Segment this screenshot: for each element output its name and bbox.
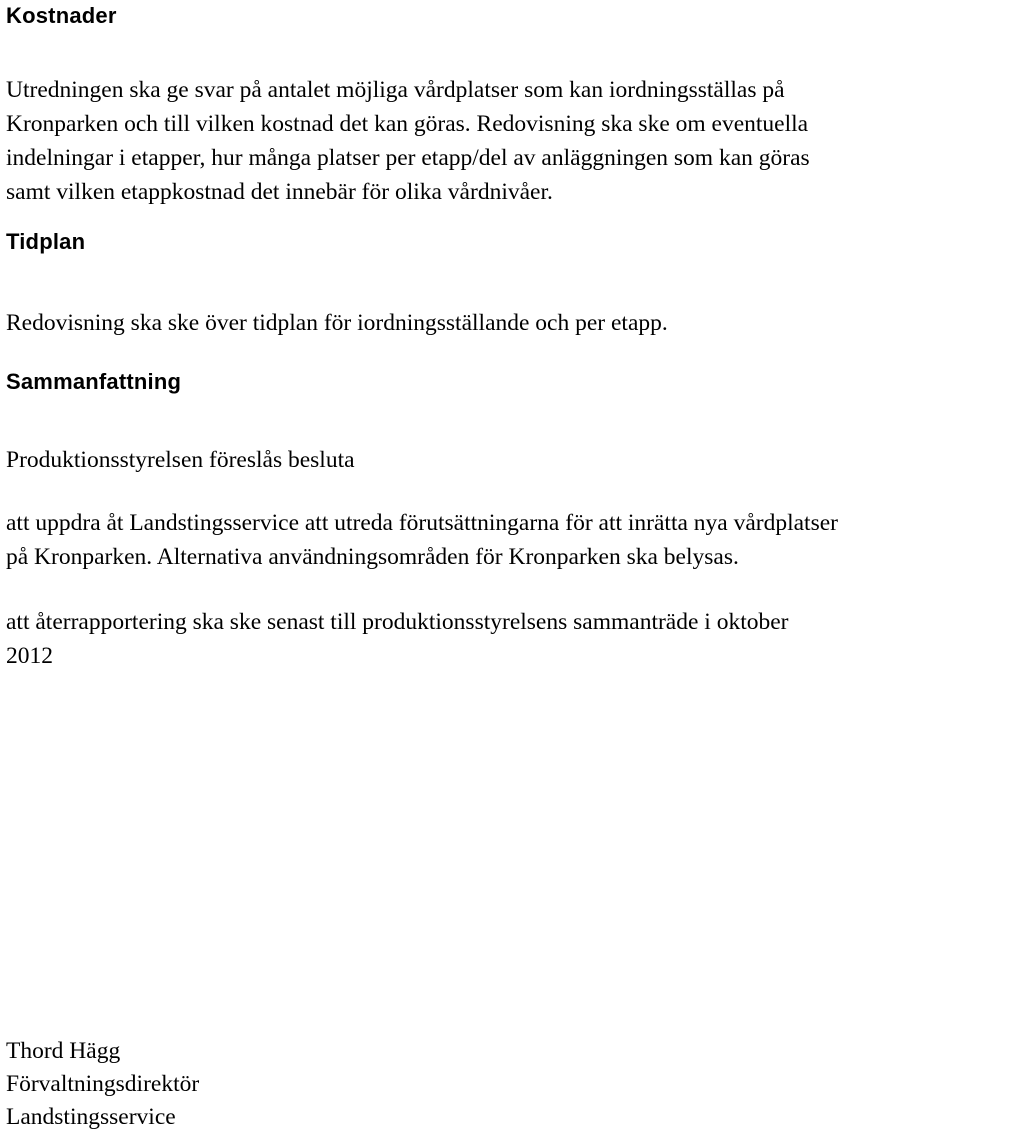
- section-heading-kostnader: Kostnader: [6, 3, 117, 28]
- section-heading-sammanfattning: Sammanfattning: [6, 369, 182, 394]
- paragraph-line: att återrapportering ska ske senast till produktionsstyrelsens sammanträde i oktober: [6, 609, 789, 635]
- decision-item-1: [6, 506, 1024, 574]
- signature-block: [6, 1035, 1024, 1134]
- paragraph-line: indelningar i etapper, hur många platser per etapp/del av anläggningen som kan göras: [6, 145, 810, 171]
- paragraph-line: Kronparken och till vilken kostnad det kan göras. Redovisning ska ske om eventuella: [6, 111, 809, 137]
- paragraph-line: Redovisning ska ske över tidplan för iordningsställande och per etapp.: [6, 310, 668, 336]
- signature-title: Förvaltningsdirektör: [6, 1071, 200, 1097]
- paragraph-line: att uppdra åt Landstingsservice att utreda förutsättningarna för att inrätta nya vårdplatser: [6, 510, 838, 536]
- section-heading-tidplan: Tidplan: [6, 229, 86, 254]
- decision-intro: [6, 443, 1024, 477]
- paragraph-line: Produktionsstyrelsen föreslås besluta: [6, 447, 355, 473]
- paragraph-line: samt vilken etappkostnad det innebär för olika vårdnivåer.: [6, 179, 553, 205]
- paragraph-line: Utredningen ska ge svar på antalet möjliga vårdplatser som kan iordningsställas på: [6, 77, 785, 103]
- decision-item-2: [6, 605, 1024, 673]
- signature-organization: Landstingsservice: [6, 1104, 176, 1130]
- paragraph-line: på Kronparken. Alternativa användningsområden för Kronparken ska belysas.: [6, 544, 739, 570]
- paragraph-line: 2012: [6, 643, 53, 669]
- signature-name: Thord Hägg: [6, 1038, 121, 1064]
- kostnader-paragraph: [6, 73, 1024, 209]
- tidplan-paragraph: [6, 306, 1024, 340]
